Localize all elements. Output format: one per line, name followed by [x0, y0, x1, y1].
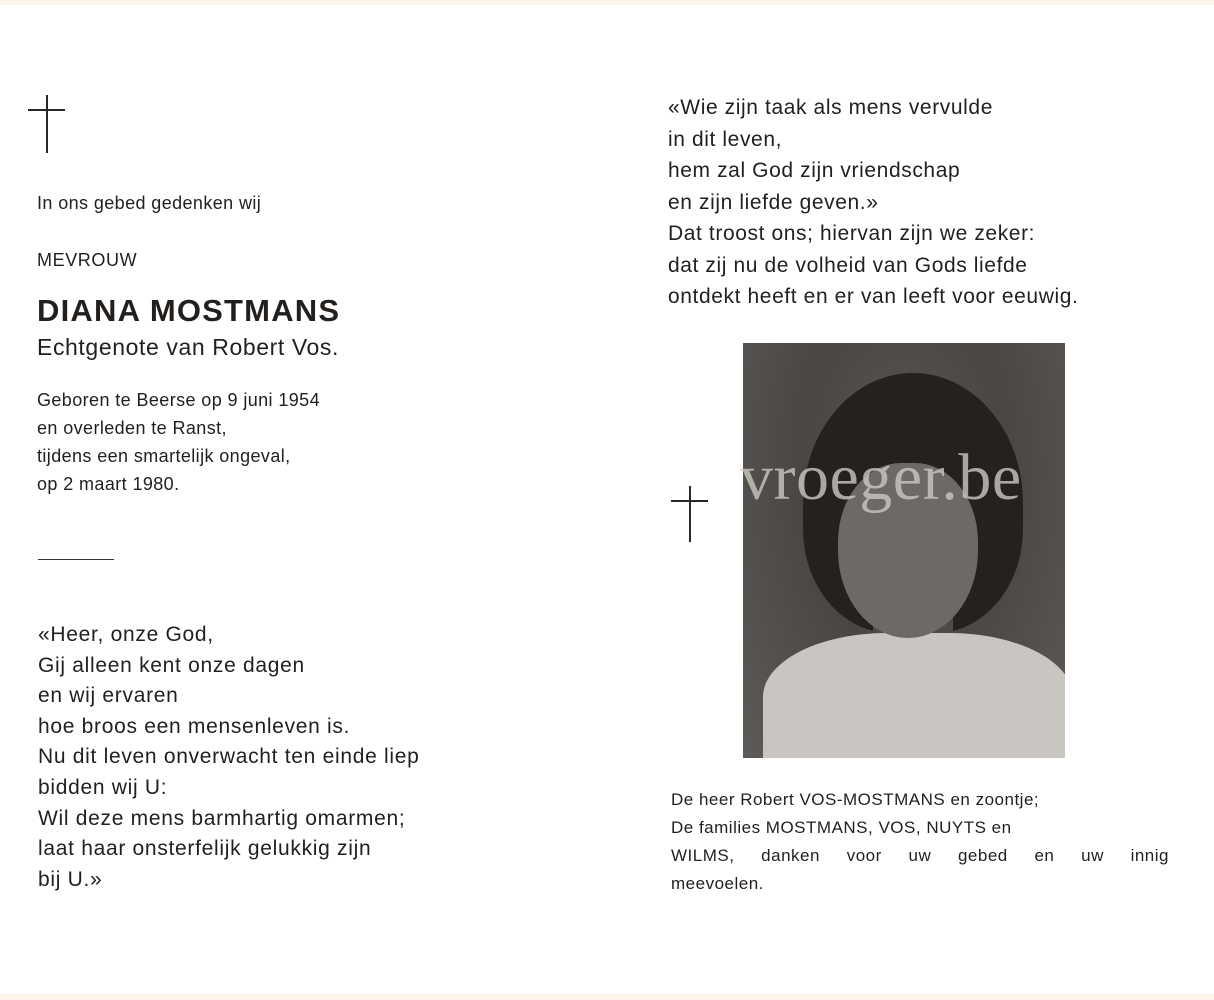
verse-text [668, 92, 1078, 313]
honorific: MEVROUW [37, 250, 138, 270]
thanks-line: De families MOSTMANS, VOS, NUYTS en [671, 818, 1012, 837]
prayer-line: bij U.» [38, 867, 103, 891]
bio-line: op 2 maart 1980. [37, 474, 180, 494]
biography [37, 386, 320, 498]
verse-line: «Wie zijn taak als mens vervulde [668, 96, 993, 119]
prayer-line: Nu dit leven onverwacht ten einde liep [38, 745, 420, 769]
verse-line: ontdekt heeft en er van leeft voor eeuwig. [668, 285, 1079, 308]
deceased-name: DIANA MOSTMANS [37, 293, 341, 328]
family-thanks [671, 786, 1169, 898]
bio-line: en overleden te Ranst, [37, 418, 227, 438]
photo-blouse [763, 633, 1065, 758]
thanks-line: WILMS, danken voor uw gebed en uw innig [671, 846, 1169, 865]
bio-line: Geboren te Beerse op 9 juni 1954 [37, 390, 320, 410]
prayer-line: bidden wij U: [38, 775, 168, 799]
verse-line: Dat troost ons; hiervan zijn we zeker: [668, 222, 1036, 245]
portrait-photo [743, 343, 1065, 758]
bio-line: tijdens een smartelijk ongeval, [37, 446, 291, 466]
spouse-line: Echtgenote van Robert Vos. [37, 334, 340, 360]
intro-text: In ons gebed gedenken wij [37, 193, 262, 213]
paper-edge-bottom [0, 994, 1214, 1000]
paper-edge-top [0, 0, 1214, 5]
cross-icon [671, 486, 709, 542]
verse-line: dat zij nu de volheid van Gods liefde [668, 253, 1028, 277]
verse-line: en zijn liefde geven.» [668, 190, 879, 214]
cross-icon [28, 95, 66, 153]
prayer-line: en wij ervaren [38, 684, 179, 708]
prayer-line: hoe broos een mensenleven is. [38, 714, 351, 738]
thanks-line: meevoelen. [671, 874, 764, 893]
verse-line: hem zal God zijn vriendschap [668, 159, 961, 182]
prayer-line: Wil deze mens barmhartig omarmen; [38, 806, 406, 830]
prayer-line: laat haar onsterfelijk gelukkig zijn [38, 837, 372, 861]
watermark: vroeger.be [740, 441, 1022, 514]
thanks-line: De heer Robert VOS-MOSTMANS en zoontje; [671, 790, 1040, 809]
prayer-line: Gij alleen kent onze dagen [38, 653, 305, 677]
verse-line: in dit leven, [668, 127, 783, 151]
prayer-text [38, 620, 420, 895]
divider-line [38, 559, 114, 560]
prayer-line: «Heer, onze God, [38, 623, 214, 646]
